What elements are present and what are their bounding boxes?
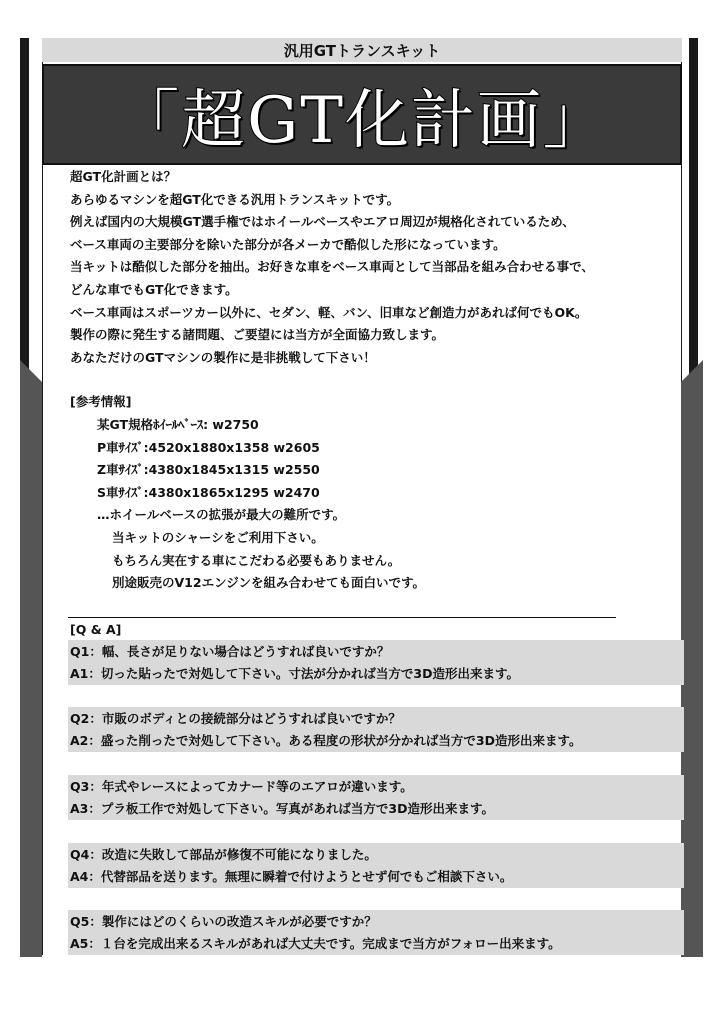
qa-item (68, 843, 684, 888)
answer: A1：切った貼ったで対処して下さい。寸法が分かれば当方で3D造形出来ます。 (70, 665, 519, 681)
answer: A5：１台を完成出来るスキルがあれば大丈夫です。完成まで当方がフォロー出来ます。 (70, 935, 561, 951)
frame-left-line (42, 38, 43, 955)
answer: A2：盛った削ったで対処して下さい。ある程度の形状が分かれば当方で3D造形出来ます。 (70, 732, 582, 748)
spec-line: P車ｻｲｽﾞ:4520x1880x1358 w2605 (97, 439, 320, 455)
intro-line: 例えば国内の大規模GT選手権ではホイールベースやエアロ周辺が規格化されているため、 (70, 214, 575, 230)
qa-item (68, 910, 684, 955)
question: Q3：年式やレースによってカナード等のエアロが違います。 (70, 779, 413, 794)
subtitle-bar: 汎用GTトランスキット (42, 38, 682, 62)
question: Q1：幅、長さが足りない場合はどうすれば良いですか？ (70, 644, 390, 659)
answer: A3：プラ板工作で対処して下さい。写真があれば当方で3D造形出来ます。 (70, 800, 494, 816)
intro-line: あらゆるマシンを超GT化できる汎用トランスキットです。 (70, 191, 400, 207)
intro-line: あなただけのGTマシンの製作に是非挑戦して下さい！ (70, 349, 376, 365)
question: Q2：市販のボディとの接続部分はどうすれば良いですか？ (70, 711, 401, 726)
question: Q4：改造に失敗して部品が修復不可能になりました。 (70, 847, 377, 862)
title-banner (42, 64, 682, 165)
intro-line: どんな車でもGT化できます。 (70, 281, 238, 297)
qa-item (68, 640, 684, 685)
intro-line: 当キットは酷似した部分を抽出。お好きな車をベース車両として当部品を組み合わせる事で、 (70, 259, 594, 275)
intro-line: ベース車両の主要部分を除いた部分が各メーカで酷似した形になっています。 (70, 236, 506, 252)
spec-line: 某GT規格ﾎｲｰﾙﾍﾞｰｽ: w2750 (97, 416, 259, 432)
section-divider (68, 617, 616, 618)
spec-line: Z車ｻｲｽﾞ:4380x1845x1315 w2550 (97, 462, 320, 478)
question: Q5：製作にはどのくらいの改造スキルが必要ですか？ (70, 914, 377, 929)
intro-line: 製作の際に発生する諸問題、ご要望には当方が全面協力致します。 (70, 327, 445, 343)
page-title: 「超GT化計画」 (115, 83, 609, 158)
reference-title: [参考情報] (70, 394, 132, 410)
side-tab-left (20, 360, 42, 957)
note-line: もちろん実在する車にこだわる必要もありません。 (112, 552, 401, 568)
note-lead: …ホイールベースの拡張が最大の難所です。 (97, 507, 346, 523)
intro-line: ベース車両はスポーツカー以外に、セダン、軽、バン、旧車など創造力があれば何でもOK。 (70, 304, 588, 320)
qa-item (68, 707, 684, 752)
qa-item (68, 775, 684, 820)
intro-line: 超GT化計画とは？ (70, 169, 177, 184)
qa-title: [Q & A] (70, 622, 122, 637)
note-line: 別途販売のV12エンジンを組み合わせても面白いです。 (112, 575, 425, 591)
main-content (70, 166, 630, 595)
spec-line: S車ｻｲｽﾞ:4380x1865x1295 w2470 (97, 484, 320, 500)
side-tab-right (681, 360, 703, 957)
note-line: 当キットのシャーシをご利用下さい。 (112, 529, 324, 545)
answer: A4：代替部品を送ります。無理に瞬着で付けようとせず何でもご相談下さい。 (70, 868, 513, 884)
